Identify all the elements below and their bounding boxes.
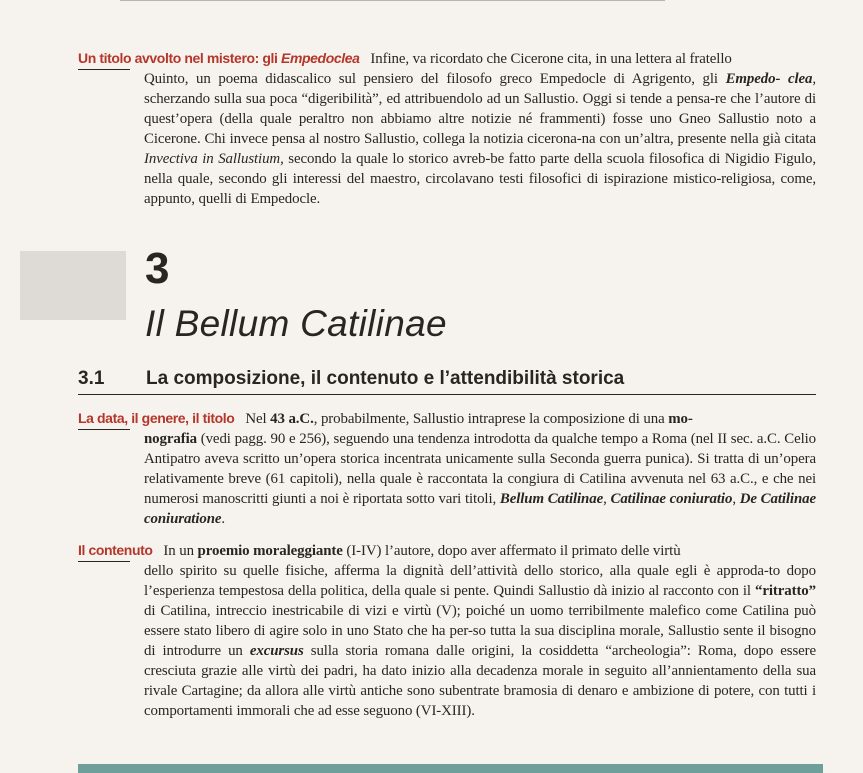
section-number: 3.1 — [78, 368, 105, 389]
section-title: La composizione, il contenuto e l’attendibilità storica — [146, 368, 625, 389]
keyword-underline — [78, 69, 130, 70]
paragraph-data-genere: La data, il genere, il titolo Nel 43 a.C., probabilmente, Sallustio intraprese la composizione di una mo- nografia (vedi pagg. 90 e 256), seguendo una tendenza introdotta da qualche tempo a Roma (nel II sec. a.C. Celio Antipatro aveva scritto un’opera storica incentrata unicamente sulla Seconda guerra punica). Si tratta di un’opera relativamente breve (61 capitoli), nella quale è raccontata la congiura di Catilina avvenuta nel 63 a.C., e che nei numerosi manoscritti giunti a noi è riportata sotto vari titoli, Bellum Catilinae, Catilinae coniuratio, De Catilinae coniuratione. — [78, 410, 817, 527]
keyword-underline — [78, 561, 130, 562]
chapter-number: 3 — [145, 244, 170, 293]
paragraph-contenuto: Il contenuto In un proemio moraleggiante (I-IV) l’autore, dopo aver affermato il primato delle virtù dello spirito su quelle fisiche, afferma la dignità dell’attività dello storico, alla quale egli è approda-to dopo l’esperienza tempestosa della politica, della quale si pente. Quindi Sallustio dà inizio al racconto con il “ritratto” di Catilina, intreccio inestricabile di vizi e virtù (V); poiché un uomo terribilmente malefico come Catilina può essere stato libero di agire solo in uno Stato che ha per-so tutta la sua disciplina morale, Sallustio sente il bisogno di introdurre un excursus sulla storia romana dalle origini, la cosiddetta “archeologia”: Roma, dopo essere cresciuta grazie alle virtù dei padri, ha dato inizio alla decadenza morale in seguito all’annientamento della sua rivale Cartagine; da allora alle virtù antiche sono subentrate bramosia di denaro e ambizione di potere, con tutti i comportamenti immorali che ad esse seguono (VI-XIII). — [78, 542, 817, 719]
bottom-color-bar — [78, 764, 823, 773]
paragraph-body: dello spirito su quelle fisiche, afferma la dignità dell’attività dello storico, alla quale egli è approda-to dopo l’esperienza tempestosa della politica, della quale si pente. Quindi Sallustio dà inizio al racconto con il “ritratto” di Catilina, intreccio inestricabile di vizi e virtù (V); poiché un uomo terribilmente malefico come Catilina può essere stato libero di agire solo in uno Stato che ha per-so tutta la sua disciplina morale, Sallustio sente il bisogno di introdurre un excursus sulla storia romana dalle origini, la cosiddetta “archeologia”: Roma, dopo essere cresciuta grazie alle virtù dei padri, ha dato inizio alla decadenza morale in seguito all’annientamento della sua rivale Cartagine; da allora alle virtù antiche sono subentrate bramosia di denaro e ambizione di potere, con tutti i comportamenti immorali che ad esse seguono (VI-XIII). — [144, 563, 817, 719]
keyword-contenuto: Il contenuto — [78, 542, 153, 558]
keyword-underline — [78, 429, 130, 430]
paragraph-body: Quinto, un poema didascalico sul pensiero del filosofo greco Empedocle di Agrigento, gli Empedo- clea, scherzando sulla sua poca “digeribilità”, ed attribuendolo ad un Sallustio. Oggi si tende a pensa-re che l’autore di quest’opera (della quale peraltro non abbiamo altre notizie né frammenti) fosse uno Gneo Sallustio noto a Cicerone. Chi invece pensa al nostro Sallustio, collega la notizia cicerona-na con un’altra, presente nella già citata Invectiva in Sallustium, secondo la quale lo storico avreb-be fatto parte della scuola filosofica di Nigidio Figulo, nella quale, secondo gli interessi del maestro, circolavano testi filosofici di ispirazione mistico-religiosa, come, appunto, quelli di Empedocle. — [144, 71, 817, 207]
keyword-data-genere: La data, il genere, il titolo — [78, 410, 235, 426]
chapter-box — [20, 251, 126, 320]
text-line: Infine, va ricordato che Cicerone cita, in una lettera al fratello — [370, 51, 732, 67]
keyword-empedoclea: Un titolo avvolto nel mistero: gli Empedoclea — [78, 50, 360, 66]
chapter-title: Il Bellum Catilinae — [145, 303, 447, 344]
paragraph-body: nografia (vedi pagg. 90 e 256), seguendo una tendenza introdotta da qualche tempo a Roma (nel II sec. a.C. Celio Antipatro aveva scritto un’opera storica incentrata unicamente sulla Seconda guerra punica). Si tratta di un’opera relativamente breve (61 capitoli), nella quale è raccontata la congiura di Catilina avvenuta nel 63 a.C., e che nei numerosi manoscritti giunti a noi è riportata sotto vari titoli, Bellum Catilinae, Catilinae coniuratio, De Catilinae coniuratione. — [144, 431, 817, 527]
paragraph-empedoclea — [78, 48, 816, 209]
section-heading — [78, 368, 816, 394]
section-rule — [78, 394, 816, 395]
top-rule — [120, 0, 665, 1]
